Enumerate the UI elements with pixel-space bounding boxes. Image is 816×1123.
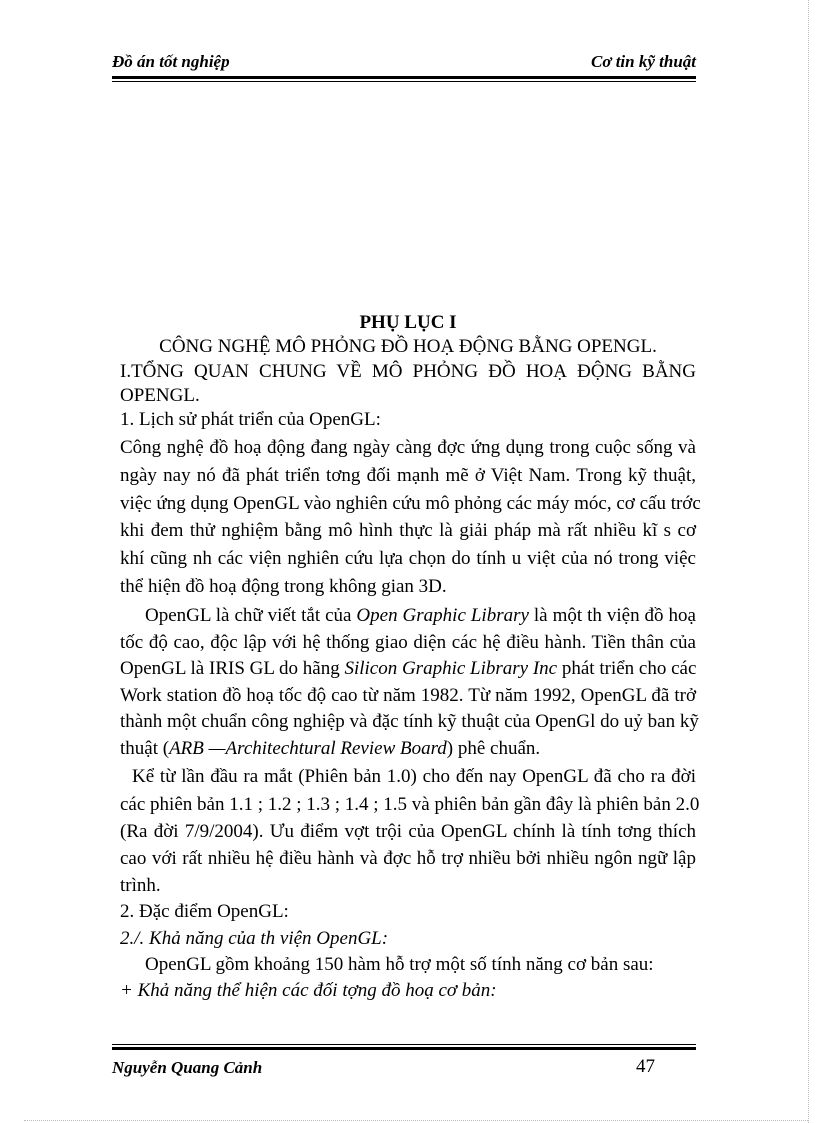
paragraph-line: Kể từ lần đầu ra mắt (Phiên bản 1.0) cho đến nay OpenGL đã cho ra đời [132, 766, 696, 787]
item21-heading: 2./. Khả năng của th viện OpenGL: [120, 928, 389, 949]
text-run-italic: ARB —Architechtural Review Board [169, 738, 447, 759]
paragraph-line [120, 657, 696, 681]
text-run: OpenGL là chữ viết tắt của [145, 605, 357, 626]
footer-rule [112, 1047, 696, 1050]
item1-heading: 1. Lịch sử phát triển của OpenGL: [120, 409, 381, 430]
header-left: Đồ án tốt nghiệp [112, 52, 230, 71]
page-number: 47 [636, 1056, 655, 1077]
paragraph-line [145, 604, 696, 628]
text-run: phát triển cho các [557, 658, 697, 679]
paragraph-line: Công nghệ đồ hoạ động đang ngày càng đợc ứng dụng trong cuộc sống và [120, 437, 696, 458]
section-heading: I.TỔNG QUAN CHUNG VỀ MÔ PHỎNG ĐỒ HOẠ ĐỘNG BẰNG [120, 361, 696, 382]
appendix-title: PHỤ LỤC I [359, 312, 457, 333]
page-edge-right [808, 0, 809, 1123]
subtitle: CÔNG NGHỆ MÔ PHỎNG ĐỒ HOẠ ĐỘNG BẰNG OPENGL. [159, 336, 657, 357]
paragraph-line: việc ứng dụng OpenGL vào nghiên cứu mô phỏng các máy móc, cơ cấu trớc [120, 493, 701, 514]
paragraph-line: khi đem thử nghiệm bằng mô hình thực là giải pháp mà rất nhiều kĩ s cơ [120, 520, 696, 541]
section-heading-cont: OPENGL. [120, 385, 200, 406]
bullet-line: + Khả năng thể hiện các đối tợng đồ hoạ cơ bản: [120, 980, 497, 1001]
footer-rule-thin [112, 1044, 696, 1045]
item2-heading: 2. Đặc điểm OpenGL: [120, 901, 289, 922]
footer-author: Nguyễn Quang Cảnh [112, 1058, 263, 1077]
text-run-italic: Silicon Graphic Library Inc [344, 658, 558, 679]
paragraph-line: Work station đồ hoạ tốc độ cao từ năm 1982. Từ năm 1992, OpenGL đã trở [120, 685, 696, 706]
paragraph-line [120, 737, 696, 761]
header-rule [112, 76, 696, 79]
paragraph-line: khí cũng nh các viện nghiên cứu lựa chọn do tính u việt của nó trong việc [120, 548, 696, 569]
paragraph-line: ngày nay nó đã phát triển tơng đối mạnh mẽ ở Việt Nam. Trong kỹ thuật, [120, 465, 696, 486]
paragraph-line: (Ra đời 7/9/2004). Ưu điểm vợt trội của OpenGL chính là tính tơng thích [120, 821, 696, 842]
paragraph-line: cao với rất nhiều hệ điều hành và đợc hỗ trợ nhiều bởi nhiều ngôn ngữ lập [120, 848, 696, 869]
text-run: OpenGL là IRIS GL do hãng [120, 658, 345, 679]
text-run: thuật ( [120, 738, 170, 759]
header-right: Cơ tin kỹ thuật [590, 52, 696, 71]
paragraph-line: trình. [120, 875, 161, 896]
text-run-italic: Open Graphic Library [356, 605, 529, 626]
text-run: là một th viện đồ hoạ [528, 605, 696, 626]
page-edge-bottom [24, 1120, 808, 1121]
paragraph-line: thành một chuẩn công nghiệp và đặc tính kỹ thuật của OpenGl do uỷ ban kỹ [120, 711, 699, 732]
paragraph-line: thể hiện đồ hoạ động trong không gian 3D. [120, 576, 447, 597]
header-rule-thin [112, 81, 696, 82]
paragraph-line: tốc độ cao, độc lập với hệ thống giao diện các hệ điều hành. Tiền thân của [120, 632, 696, 653]
paragraph-line: các phiên bản 1.1 ; 1.2 ; 1.3 ; 1.4 ; 1.5 và phiên bản gần đây là phiên bản 2.0 [120, 794, 700, 815]
text-run: ) phê chuẩn. [446, 738, 541, 759]
paragraph-line: OpenGL gồm khoảng 150 hàm hỗ trợ một số tính năng cơ bản sau: [145, 954, 654, 975]
